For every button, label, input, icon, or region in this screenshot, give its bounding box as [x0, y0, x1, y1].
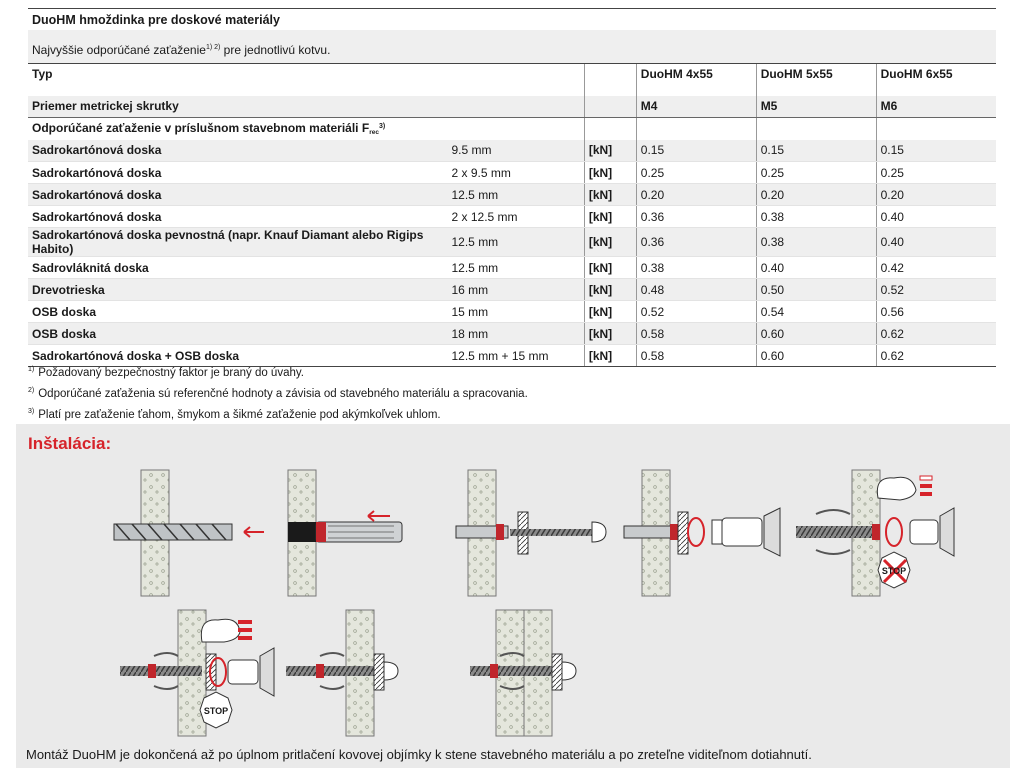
screwdriver [910, 520, 938, 544]
value-cell: 0.15 [756, 140, 876, 162]
step-tighten [120, 610, 274, 736]
thickness-cell: 2 x 12.5 mm [448, 206, 585, 228]
value-cell: 0.20 [756, 184, 876, 206]
value-cell: 0.60 [756, 345, 876, 367]
unit-cell: [kN] [584, 257, 636, 279]
step-screw [456, 470, 606, 596]
table-title: DuoHM hmoždinka pre doskové materiály [28, 8, 996, 30]
table-row [28, 323, 996, 345]
screwdriver [228, 660, 258, 684]
fixture [374, 654, 384, 690]
footnotes [28, 361, 928, 423]
table-row [28, 301, 996, 323]
anchor-ring [316, 522, 326, 542]
value-cell: 0.56 [876, 301, 996, 323]
header-row-type [28, 64, 996, 96]
screw-thread [470, 666, 562, 676]
footnote-mark: 3) [28, 407, 35, 415]
section-sub: rec [369, 129, 379, 137]
table-row [28, 184, 996, 206]
value-cell: 0.52 [876, 279, 996, 301]
drill-hole [288, 522, 316, 542]
table-row [28, 279, 996, 301]
force-bar-icon [920, 492, 932, 496]
drill-chuck [940, 508, 954, 556]
installation-title: Inštalácia: [28, 434, 112, 453]
value-cell: 0.58 [636, 323, 756, 345]
step-insert [288, 470, 402, 596]
installation-panel [16, 424, 1010, 768]
screw-thread [510, 529, 592, 536]
table-row [28, 140, 996, 162]
force-bar-icon [920, 476, 932, 480]
thickness-cell: 2 x 9.5 mm [448, 162, 585, 184]
screw-size: M4 [636, 96, 756, 118]
strength-arm-icon [877, 477, 916, 500]
value-cell: 0.50 [756, 279, 876, 301]
value-cell: 0.40 [876, 228, 996, 257]
arrow-left-icon [244, 527, 264, 537]
value-cell: 0.20 [876, 184, 996, 206]
anchor-ring [148, 664, 156, 678]
table-row [28, 228, 996, 257]
material-cell: Sadrovláknitá doska [28, 257, 448, 279]
thickness-cell: 16 mm [448, 279, 585, 301]
unit-cell: [kN] [584, 279, 636, 301]
unit-cell: [kN] [584, 323, 636, 345]
section-row [28, 118, 996, 140]
material-cell: Sadrokartónová doska [28, 184, 448, 206]
thickness-cell: 12.5 mm [448, 228, 585, 257]
value-cell: 0.38 [756, 206, 876, 228]
footnote [28, 382, 928, 403]
thickness-cell: 9.5 mm [448, 140, 585, 162]
screw-thread [286, 666, 382, 676]
product-name: DuoHM 5x55 [756, 64, 876, 96]
force-bar-icon [238, 620, 252, 624]
step-drive [624, 470, 780, 596]
footnote-text: Platí pre zaťaženie ťahom, šmykom a šikmé zaťaženie pod akýmkoľvek uhlom. [38, 408, 441, 421]
screw-label: Priemer metrickej skrutky [28, 96, 584, 118]
section-value-cell [756, 118, 876, 140]
unit-cell: [kN] [584, 345, 636, 367]
value-cell: 0.25 [636, 162, 756, 184]
section-unit-cell [584, 118, 636, 140]
material-cell: Sadrokartónová doska pevnostná (napr. Knauf Diamant alebo Rigips Habito) [28, 228, 448, 257]
value-cell: 0.36 [636, 206, 756, 228]
header-unit-cell [584, 64, 636, 96]
material-cell: Sadrokartónová doska + OSB doska [28, 345, 448, 367]
load-note-text: Najvyššie odporúčané zaťaženie [32, 43, 206, 57]
fixture [552, 654, 562, 690]
material-cell: Drevotrieska [28, 279, 448, 301]
thickness-cell: 12.5 mm [448, 184, 585, 206]
anchor-ring [316, 664, 324, 678]
value-cell: 0.38 [636, 257, 756, 279]
value-cell: 0.62 [876, 323, 996, 345]
section-value-cell [636, 118, 756, 140]
value-cell: 0.60 [756, 323, 876, 345]
table-row [28, 162, 996, 184]
value-cell: 0.52 [636, 301, 756, 323]
value-cell: 0.48 [636, 279, 756, 301]
bit [712, 520, 722, 544]
unit-cell: [kN] [584, 206, 636, 228]
screw-thread [120, 666, 202, 676]
footnote-mark: 2) [28, 386, 35, 394]
footnote-text: Požadovaný bezpečnostný faktor je braný do úvahy. [38, 366, 304, 379]
value-cell: 0.42 [876, 257, 996, 279]
fixture [678, 512, 688, 554]
product-name: DuoHM 6x55 [876, 64, 996, 96]
screw-size: M5 [756, 96, 876, 118]
value-cell: 0.54 [756, 301, 876, 323]
value-cell: 0.58 [636, 345, 756, 367]
value-cell: 0.25 [876, 162, 996, 184]
material-cell: Sadrokartónová doska [28, 140, 448, 162]
type-label: Typ [28, 64, 584, 96]
table-row [28, 206, 996, 228]
step-expand [796, 470, 954, 596]
value-cell: 0.40 [876, 206, 996, 228]
value-cell: 0.15 [636, 140, 756, 162]
material-cell: Sadrokartónová doska [28, 206, 448, 228]
load-note-tail: pre jednotlivú kotvu. [220, 43, 331, 57]
anchor-body [624, 526, 678, 538]
load-note [28, 30, 996, 63]
material-cell: Sadrokartónová doska [28, 162, 448, 184]
section-label-text: Odporúčané zaťaženie v príslušnom stavebnom materiáli F [32, 121, 370, 136]
load-table [28, 63, 996, 367]
table-row [28, 257, 996, 279]
footnote [28, 361, 928, 382]
screw-head [562, 662, 576, 680]
thickness-cell: 12.5 mm + 15 mm [448, 345, 585, 367]
force-bar-icon [238, 628, 252, 632]
screw-head [592, 522, 606, 542]
force-bar-icon [238, 636, 252, 640]
unit-cell: [kN] [584, 162, 636, 184]
product-name: DuoHM 4x55 [636, 64, 756, 96]
step-drill [114, 470, 264, 596]
value-cell: 0.25 [756, 162, 876, 184]
footnote-text: Odporúčané zaťaženia sú referenčné hodnoty a závisia od stavebného materiálu a spracovania. [38, 387, 528, 400]
anchor-ring [496, 524, 504, 540]
step-fixed [286, 610, 398, 736]
anchor-ring [490, 664, 498, 678]
strength-arm-icon [201, 619, 240, 642]
unit-cell: [kN] [584, 301, 636, 323]
value-cell: 0.20 [636, 184, 756, 206]
screw-thread [796, 526, 872, 538]
footnote [28, 403, 928, 424]
value-cell: 0.40 [756, 257, 876, 279]
rotate-icon [688, 518, 704, 546]
section-sup: 3) [378, 123, 386, 131]
step-double-board [470, 610, 576, 736]
screw-size: M6 [876, 96, 996, 118]
stop-text: STOP [881, 566, 907, 576]
section-value-cell [876, 118, 996, 140]
value-cell: 0.62 [876, 345, 996, 367]
screw-head [384, 662, 398, 680]
header-row-screw [28, 96, 996, 118]
footnote-mark: 1) [28, 366, 35, 373]
unit-cell: [kN] [584, 184, 636, 206]
anchor-ring [872, 524, 880, 540]
load-note-sup: 1) 2) [205, 44, 221, 51]
value-cell: 0.36 [636, 228, 756, 257]
anchor-ring [670, 524, 678, 540]
stop-text: STOP [203, 706, 229, 716]
table-body [28, 140, 996, 367]
header-unit-cell [584, 96, 636, 118]
arrow-left-icon [368, 511, 390, 521]
thickness-cell: 18 mm [448, 323, 585, 345]
screwdriver [722, 518, 762, 546]
thickness-cell: 12.5 mm [448, 257, 585, 279]
value-cell: 0.38 [756, 228, 876, 257]
thickness-cell: 15 mm [448, 301, 585, 323]
material-cell: OSB doska [28, 301, 448, 323]
unit-cell: [kN] [584, 228, 636, 257]
installation-caption: Montáž DuoHM je dokončená až po úplnom pritlačení kovovej objímky k stene stavebného materiálu a po zreteľne viditeľnom dotiahnutí. [26, 747, 812, 762]
installation-illustration [16, 424, 1010, 744]
material-cell: OSB doska [28, 323, 448, 345]
drill-chuck [260, 648, 274, 696]
rotate-icon [886, 518, 902, 546]
force-bar-icon [920, 484, 932, 488]
unit-cell: [kN] [584, 140, 636, 162]
section-label [28, 118, 584, 140]
drill-chuck [764, 508, 780, 556]
value-cell: 0.15 [876, 140, 996, 162]
